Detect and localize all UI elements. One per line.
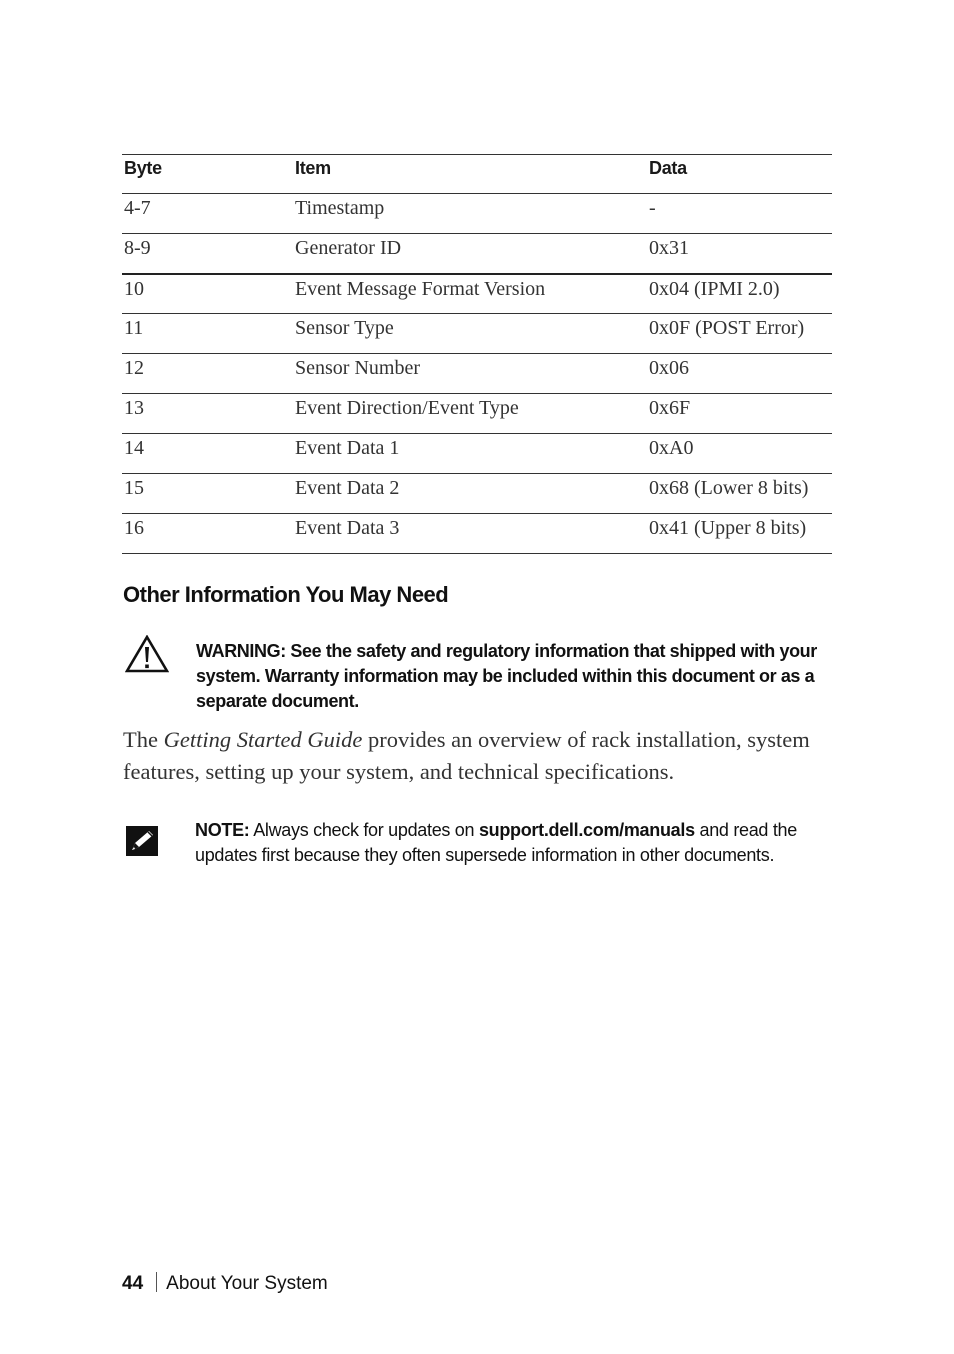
cell-item: Generator ID — [293, 234, 647, 274]
cell-item: Timestamp — [293, 194, 647, 234]
cell-data: 0x0F (POST Error) — [647, 314, 832, 354]
page-footer — [122, 1272, 328, 1295]
guide-title: Getting Started Guide — [163, 727, 363, 752]
support-link[interactable]: support.dell.com/manuals — [478, 820, 695, 840]
table-row — [122, 314, 832, 354]
getting-started-paragraph — [123, 724, 848, 788]
cell-item: Event Direction/Event Type — [293, 394, 647, 434]
warning-label: WARNING: — [196, 641, 286, 661]
cell-data: 0x68 (Lower 8 bits) — [647, 474, 832, 514]
cell-data: 0x31 — [647, 234, 832, 274]
cell-byte: 16 — [122, 514, 293, 554]
paragraph-rest: provides an overview of rack installation, system features, setting up your system, and technical specifications. — [123, 727, 810, 784]
cell-item: Event Message Format Version — [293, 274, 647, 314]
footer-divider — [156, 1272, 157, 1292]
table-row — [122, 234, 832, 274]
cell-data: 0xA0 — [647, 434, 832, 474]
table-header-row — [122, 155, 832, 194]
cell-byte: 15 — [122, 474, 293, 514]
table-row — [122, 394, 832, 434]
note-pencil-icon — [126, 826, 158, 856]
note-label: NOTE: — [195, 820, 250, 840]
note-message — [195, 818, 845, 868]
column-header-byte: Byte — [122, 155, 293, 194]
footer-section-title: About Your System — [166, 1273, 328, 1294]
page-number: 44 — [122, 1273, 144, 1294]
cell-item: Sensor Type — [293, 314, 647, 354]
warning-triangle-icon — [125, 635, 169, 673]
table-row — [122, 474, 832, 514]
cell-byte: 10 — [122, 274, 293, 314]
cell-byte: 13 — [122, 394, 293, 434]
column-header-data: Data — [647, 155, 832, 194]
cell-byte: 11 — [122, 314, 293, 354]
cell-byte: 4-7 — [122, 194, 293, 234]
warning-message — [196, 639, 836, 714]
cell-item: Event Data 3 — [293, 514, 647, 554]
cell-data: 0x06 — [647, 354, 832, 394]
table-row — [122, 194, 832, 234]
table-row — [122, 514, 832, 554]
table-row — [122, 354, 832, 394]
cell-item: Sensor Number — [293, 354, 647, 394]
section-heading: Other Information You May Need — [123, 582, 449, 607]
cell-byte: 12 — [122, 354, 293, 394]
cell-data: - — [647, 194, 832, 234]
cell-byte: 8-9 — [122, 234, 293, 274]
note-text-before: Always check for updates on — [249, 820, 479, 840]
table-row — [122, 274, 832, 314]
cell-item: Event Data 1 — [293, 434, 647, 474]
cell-data: 0x04 (IPMI 2.0) — [647, 274, 832, 314]
cell-data: 0x41 (Upper 8 bits) — [647, 514, 832, 554]
note-text-after: and read the updates first because they often supersede information in other documents. — [195, 820, 797, 865]
column-header-item: Item — [293, 155, 647, 194]
paragraph-lead: The — [123, 727, 164, 752]
ipmi-event-table — [122, 154, 832, 554]
cell-data: 0x6F — [647, 394, 832, 434]
table-row — [122, 434, 832, 474]
cell-byte: 14 — [122, 434, 293, 474]
warning-body: See the safety and regulatory information that shipped with your system. Warranty information may be included within this document or as a separate document. — [196, 641, 817, 711]
cell-item: Event Data 2 — [293, 474, 647, 514]
